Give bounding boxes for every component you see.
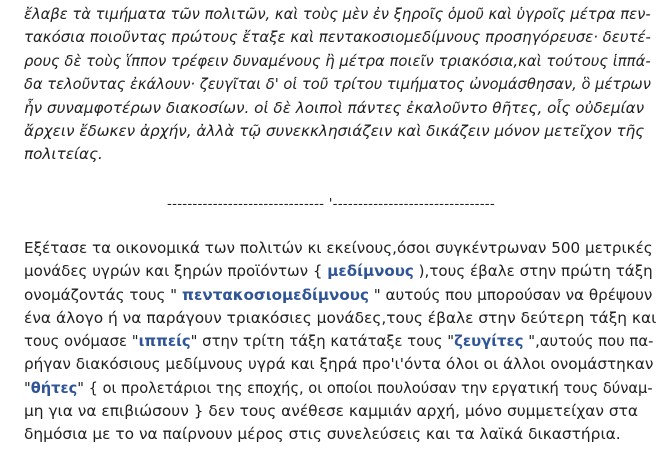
translation-text: " { οι προλετάριοι της εποχής, οι οποίοι πουλούσαν την εργατική τους δύναμ- bbox=[77, 379, 653, 397]
modern-greek-translation bbox=[24, 237, 656, 447]
translation-line bbox=[24, 377, 656, 400]
translation-text: τους ονόμασε " bbox=[24, 333, 139, 351]
ancient-line: τακόσια ποιοῦντας πρώτους ἔταξε καὶ πεντακοσιομεδίμνους προσηγόρευσε· δευτέ- bbox=[24, 28, 651, 47]
ancient-greek-passage bbox=[24, 3, 654, 167]
translation-text: " bbox=[24, 379, 31, 397]
translation-line bbox=[24, 330, 656, 353]
section-separator: ------------------------------- '-------------------------------- bbox=[167, 196, 495, 212]
term-zeugites: ζευγίτες bbox=[454, 333, 524, 351]
translation-line bbox=[24, 260, 656, 283]
translation-text: " στην τρίτη τάξη κατάταξε τους " bbox=[190, 333, 455, 351]
ancient-line: ρους δὲ τοὺς ἵππον τρέφειν δυναμένους ἢ μέτρα ποιεῖν τριακόσια,καὶ τούτους ἱππά- bbox=[24, 52, 651, 70]
ancient-line: πολιτείας. bbox=[24, 145, 103, 164]
translation-text: " αυτούς που μπορούσαν να θρέψουν bbox=[373, 285, 653, 304]
translation-text: ονομάζοντάς τους " bbox=[24, 285, 178, 304]
term-ippeis: ιππείς bbox=[138, 333, 191, 351]
translation-text: ),τους έβαλε στην πρώτη τάξη bbox=[418, 262, 653, 281]
term-thetes: θήτες bbox=[30, 379, 78, 397]
ancient-line: ἄρχειν ἔδωκεν ἀρχήν, ἀλλὰ τῷ συνεκκλησιάζειν καὶ δικάζειν μόνον μετεῖχον τῆς bbox=[24, 121, 645, 140]
translation-line bbox=[24, 284, 656, 307]
translation-line: ένα άλογο ή να παράγουν τριακόσιες μονάδες,τους έβαλε στην δεύτερη τάξη και bbox=[24, 308, 657, 327]
ancient-line: δα τελοῦντας ἐκάλουν· ζευγῖται δ' οἱ τοῦ τρίτου τιμήματος ὠνομάσθησαν, ὃ μέτρων bbox=[24, 76, 651, 94]
translation-line: Εξέτασε τα οικονομικά των πολιτών κι εκείνους,όσοι συγκέντρωναν 500 μετρικές bbox=[24, 239, 653, 257]
translation-line: δημόσια με το να παίρνουν μέρος στις συνελεύσεις και τα λαϊκά δικαστήρια. bbox=[24, 425, 621, 444]
translation-text: μονάδες υγρών και ξηρών προϊόντων { bbox=[24, 262, 323, 281]
ancient-line: ἔλαβε τὰ τιμήματα τῶν πολιτῶν, καὶ τοὺς μὲν ἐν ξηροῖς ὁμοῦ καὶ ὑγροῖς μέτρα πεν- bbox=[24, 6, 651, 23]
term-pentakosiomedimnous: πεντακοσιομεδίμνους bbox=[181, 285, 369, 304]
term-medimnous: μεδίμνους bbox=[327, 262, 414, 281]
ancient-line: ἦν συναμφοτέρων διακοσίων. οἱ δὲ λοιποὶ πάντες ἐκαλοῦντο θῆτες, οἷς οὐδεμίαν bbox=[24, 98, 645, 117]
translation-text: ",αυτούς που πα- bbox=[528, 333, 654, 351]
translation-line: ρήγαν διακόσιους μεδίμνους υγρά και ξηρά προ'ι'όντα όλοι οι άλλοι ονομάστηκαν bbox=[24, 355, 654, 374]
translation-line: μη για να επιβιώσουν } δεν τους ανέθεσε καμμιάν αρχή, μόνο συμμετείχαν στα bbox=[24, 402, 639, 421]
